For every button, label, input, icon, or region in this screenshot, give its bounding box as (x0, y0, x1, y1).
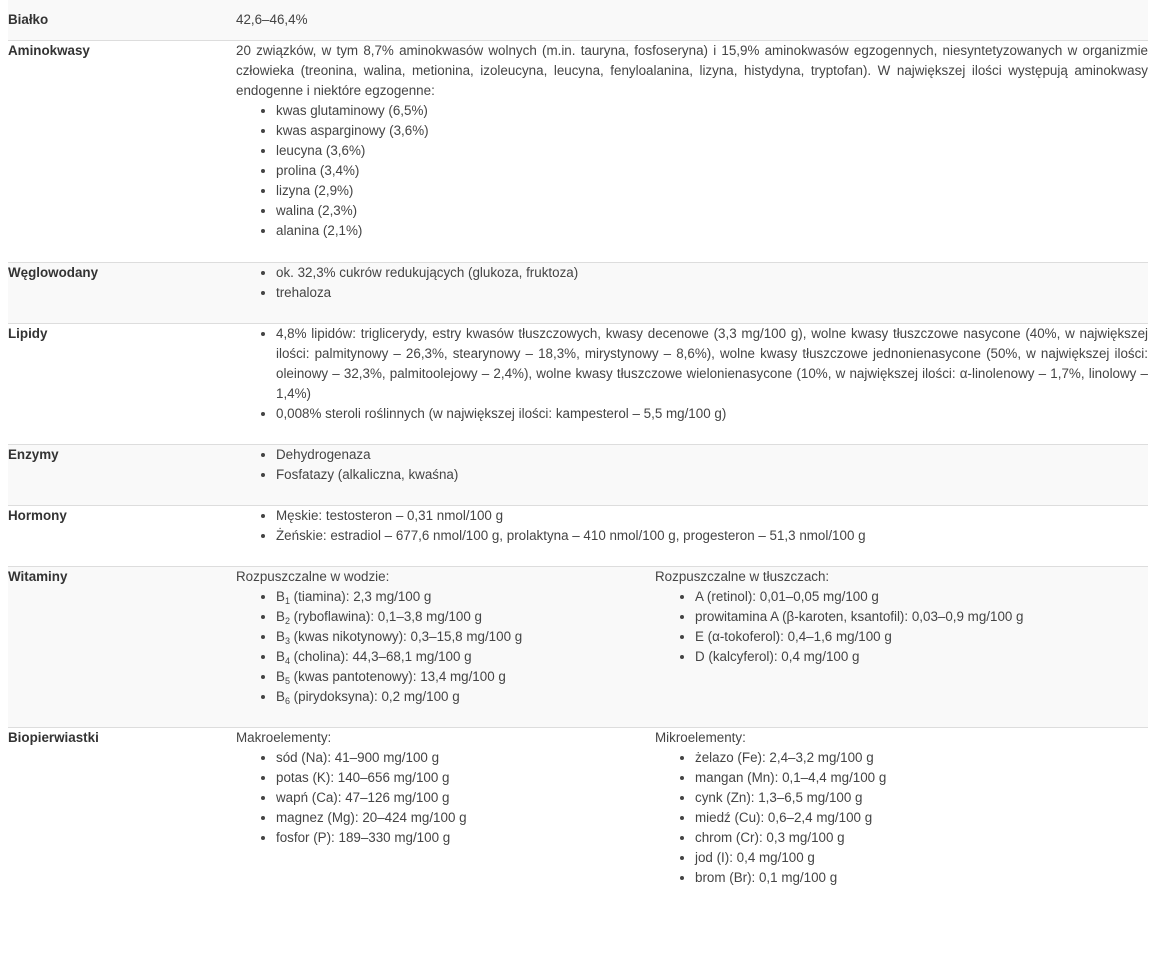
list-item (276, 647, 655, 667)
list-item (276, 607, 655, 627)
row-witaminy (8, 567, 1148, 728)
lipidy-list (236, 324, 1148, 424)
witaminy-water-column (236, 567, 655, 707)
vitamin-subscript: 4 (284, 656, 290, 666)
row-enzymy (8, 445, 1148, 506)
list-item: • wapń (Ca): 47–126 mg/100 g (276, 788, 655, 808)
list-item: • Dehydrogenaza (276, 445, 1148, 465)
vitamin-text: (kwas nikotynowy): 0,3–15,8 mg/100 g (289, 629, 523, 644)
vitamin-letter: B (276, 589, 285, 604)
vitamin-letter: B (276, 629, 285, 644)
list-item: • mangan (Mn): 0,1–4,4 mg/100 g (695, 768, 886, 788)
list-item (276, 687, 655, 707)
list-item (276, 587, 655, 607)
row-label: Witaminy (8, 567, 236, 728)
witaminy-water-title: Rozpuszczalne w wodzie: (236, 569, 390, 584)
list-item: • brom (Br): 0,1 mg/100 g (695, 868, 886, 888)
list-item: • kwas glutaminowy (6,5%) (276, 101, 1148, 121)
row-label: Aminokwasy (8, 41, 236, 263)
list-item: • D (kalcyferol): 0,4 mg/100 g (695, 647, 1024, 667)
list-item: • jod (I): 0,4 mg/100 g (695, 848, 886, 868)
vitamin-subscript: 1 (284, 596, 290, 606)
vitamin-text: (ryboflawina): 0,1–3,8 mg/100 g (289, 609, 482, 624)
row-label: Węglowodany (8, 263, 236, 324)
row-value (236, 324, 1148, 445)
list-item: • potas (K): 140–656 mg/100 g (276, 768, 655, 788)
row-label: Biopierwiastki (8, 728, 236, 909)
list-item: • sód (Na): 41–900 mg/100 g (276, 748, 655, 768)
hormony-list (236, 506, 1148, 546)
list-item (276, 627, 655, 647)
list-item: • trehaloza (276, 283, 1148, 303)
row-hormony (8, 506, 1148, 567)
row-weglowodany (8, 263, 1148, 324)
list-item: • leucyna (3,6%) (276, 141, 1148, 161)
row-lipidy (8, 324, 1148, 445)
row-value (236, 567, 1148, 728)
witaminy-fat-column (655, 567, 1024, 707)
vitamin-subscript: 5 (284, 676, 290, 686)
list-item: • 0,008% steroli roślinnych (w największej ilości: kampesterol – 5,5 mg/100 g) (276, 404, 1148, 424)
witaminy-water-list (236, 587, 655, 707)
makroelementy-column (236, 728, 655, 888)
row-label: Hormony (8, 506, 236, 567)
list-item: • ok. 32,3% cukrów redukujących (glukoza, fruktoza) (276, 263, 1148, 283)
makroelementy-title: Makroelementy: (236, 730, 332, 745)
list-item: • żelazo (Fe): 2,4–3,2 mg/100 g (695, 748, 886, 768)
witaminy-fat-list (655, 587, 1024, 667)
list-item: • kwas asparginowy (3,6%) (276, 121, 1148, 141)
vitamin-letter: B (276, 609, 285, 624)
vitamin-text: (kwas pantotenowy): 13,4 mg/100 g (289, 669, 506, 684)
vitamin-subscript: 6 (284, 696, 290, 706)
vitamin-text: (pirydoksyna): 0,2 mg/100 g (289, 689, 460, 704)
mikroelementy-column (655, 728, 886, 888)
mikroelementy-list (655, 748, 886, 888)
list-item: • miedź (Cu): 0,6–2,4 mg/100 g (695, 808, 886, 828)
list-item: • alanina (2,1%) (276, 221, 1148, 241)
list-item: • Fosfatazy (alkaliczna, kwaśna) (276, 465, 1148, 485)
witaminy-fat-title: Rozpuszczalne w tłuszczach: (655, 569, 830, 584)
list-item: • A (retinol): 0,01–0,05 mg/100 g (695, 587, 1024, 607)
list-item: • E (α-tokoferol): 0,4–1,6 mg/100 g (695, 627, 1024, 647)
row-value (236, 41, 1148, 263)
row-label: Enzymy (8, 445, 236, 506)
row-bialko (8, 0, 1148, 41)
list-item (276, 667, 655, 687)
biopierwiastki-columns (236, 728, 1148, 888)
vitamin-text: (cholina): 44,3–68,1 mg/100 g (289, 649, 472, 664)
row-aminokwasy (8, 41, 1148, 263)
aminokwasy-intro: 20 związków, w tym 8,7% aminokwasów wolnych (m.in. tauryna, fosfoseryna) i 15,9% aminokwasów egzogennych, niesyntetyzowanych w organizmie człowieka (treonina, walina, metionina, izoleucyna, leucyna, fenyloalanina, lizyna, histydyna, tryptofan). W największej ilości występują aminokwasy endogenne i niektóre egzogenne: (236, 43, 1148, 98)
list-item: • lizyna (2,9%) (276, 181, 1148, 201)
list-item: • Męskie: testosteron – 0,31 nmol/100 g (276, 506, 1148, 526)
vitamin-letter: B (276, 669, 285, 684)
row-biopierwiastki (8, 728, 1148, 909)
list-item: • Żeńskie: estradiol – 677,6 nmol/100 g, prolaktyna – 410 nmol/100 g, progesteron – 51,3 nmol/100 g (276, 526, 1148, 546)
makroelementy-list (236, 748, 655, 848)
row-value: 42,6–46,4% (236, 0, 1148, 41)
row-label: Lipidy (8, 324, 236, 445)
list-item: • walina (2,3%) (276, 201, 1148, 221)
vitamin-subscript: 2 (284, 616, 290, 626)
vitamin-text: (tiamina): 2,3 mg/100 g (289, 589, 432, 604)
row-value (236, 728, 1148, 909)
row-value (236, 506, 1148, 567)
aminokwasy-list (236, 101, 1148, 241)
composition-table (8, 0, 1148, 908)
vitamin-subscript: 3 (284, 636, 290, 646)
list-item: • chrom (Cr): 0,3 mg/100 g (695, 828, 886, 848)
row-label: Białko (8, 0, 236, 41)
row-value (236, 263, 1148, 324)
witaminy-columns (236, 567, 1148, 707)
mikroelementy-title: Mikroelementy: (655, 730, 746, 745)
list-item: • fosfor (P): 189–330 mg/100 g (276, 828, 655, 848)
vitamin-letter: B (276, 649, 285, 664)
row-value (236, 445, 1148, 506)
vitamin-letter: B (276, 689, 285, 704)
list-item: • cynk (Zn): 1,3–6,5 mg/100 g (695, 788, 886, 808)
weglowodany-list (236, 263, 1148, 303)
enzymy-list (236, 445, 1148, 485)
list-item: • prowitamina A (β-karoten, ksantofil): 0,03–0,9 mg/100 g (695, 607, 1024, 627)
list-item: • magnez (Mg): 20–424 mg/100 g (276, 808, 655, 828)
list-item: • prolina (3,4%) (276, 161, 1148, 181)
list-item: • 4,8% lipidów: triglicerydy, estry kwasów tłuszczowych, kwasy decenowe (3,3 mg/100 g), wolne kwasy tłuszczowe nasycone (40%, w największej ilości: palmitynowy – 26,3%, stearynowy – 18,3%, mirystynowy – 8,6%), wolne kwasy tłuszczowe jednonienasycone (50%, w największej ilości: oleinowy – 32,3%, palmitoolejowy – 2,4%), wolne kwasy tłuszczowe wielonienasycone (10%, w największej ilości: α-linolenowy – 1,7%, linolowy – 1,4%) (276, 324, 1148, 404)
